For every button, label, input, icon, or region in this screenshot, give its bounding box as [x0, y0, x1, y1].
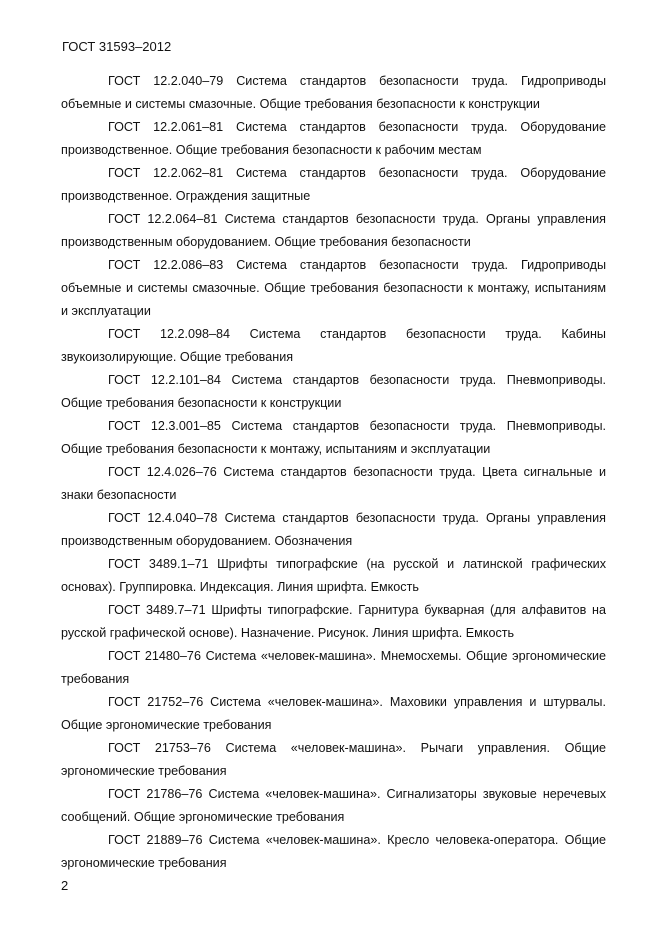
reference-item: ГОСТ 12.2.064–81 Система стандартов безопасности труда. Органы управления производственным оборудованием. Общие требования безопасности	[61, 212, 606, 249]
reference-item: ГОСТ 21753–76 Система «человек-машина». Рычаги управления. Общие эргономические требования	[61, 741, 606, 778]
reference-item: ГОСТ 12.4.026–76 Система стандартов безопасности труда. Цвета сигнальные и знаки безопасности	[61, 465, 606, 502]
reference-item: ГОСТ 3489.1–71 Шрифты типографские (на русской и латинской графических основах). Группировка. Индексация. Линия шрифта. Емкость	[61, 557, 606, 594]
normative-references-list	[61, 70, 606, 875]
reference-item: ГОСТ 12.2.062–81 Система стандартов безопасности труда. Оборудование производственное. Ограждения защитные	[61, 166, 606, 203]
reference-item: ГОСТ 12.2.061–81 Система стандартов безопасности труда. Оборудование производственное. Общие требования безопасности к рабочим местам	[61, 120, 606, 157]
reference-item: ГОСТ 12.2.040–79 Система стандартов безопасности труда. Гидроприводы объемные и системы смазочные. Общие требования безопасности к конструкции	[61, 74, 606, 111]
reference-item: ГОСТ 21786–76 Система «человек-машина». Сигнализаторы звуковые неречевых сообщений. Общие эргономические требования	[61, 787, 606, 824]
reference-item: ГОСТ 12.2.086–83 Система стандартов безопасности труда. Гидроприводы объемные и системы смазочные. Общие требования безопасности к монтажу, испытаниям и эксплуатации	[61, 258, 606, 318]
reference-item: ГОСТ 21752–76 Система «человек-машина». Маховики управления и штурвалы. Общие эргономические требования	[61, 695, 606, 732]
reference-item: ГОСТ 21889–76 Система «человек-машина». Кресло человека-оператора. Общие эргономические требования	[61, 833, 606, 870]
page-number: 2	[61, 878, 69, 893]
reference-item: ГОСТ 3489.7–71 Шрифты типографские. Гарнитура букварная (для алфавитов на русской графической основе). Назначение. Рисунок. Линия шрифта. Емкость	[61, 603, 606, 640]
reference-item: ГОСТ 12.3.001–85 Система стандартов безопасности труда. Пневмоприводы. Общие требования безопасности к монтажу, испытаниям и эксплуатации	[61, 419, 606, 456]
reference-item: ГОСТ 12.4.040–78 Система стандартов безопасности труда. Органы управления производственным оборудованием. Обозначения	[61, 511, 606, 548]
reference-item: ГОСТ 12.2.098–84 Система стандартов безопасности труда. Кабины звукоизолирующие. Общие требования	[61, 327, 606, 364]
reference-item: ГОСТ 12.2.101–84 Система стандартов безопасности труда. Пневмоприводы. Общие требования безопасности к конструкции	[61, 373, 606, 410]
document-code-header: ГОСТ 31593–2012	[62, 39, 172, 54]
reference-item: ГОСТ 21480–76 Система «человек-машина». Мнемосхемы. Общие эргономические требования	[61, 649, 606, 686]
